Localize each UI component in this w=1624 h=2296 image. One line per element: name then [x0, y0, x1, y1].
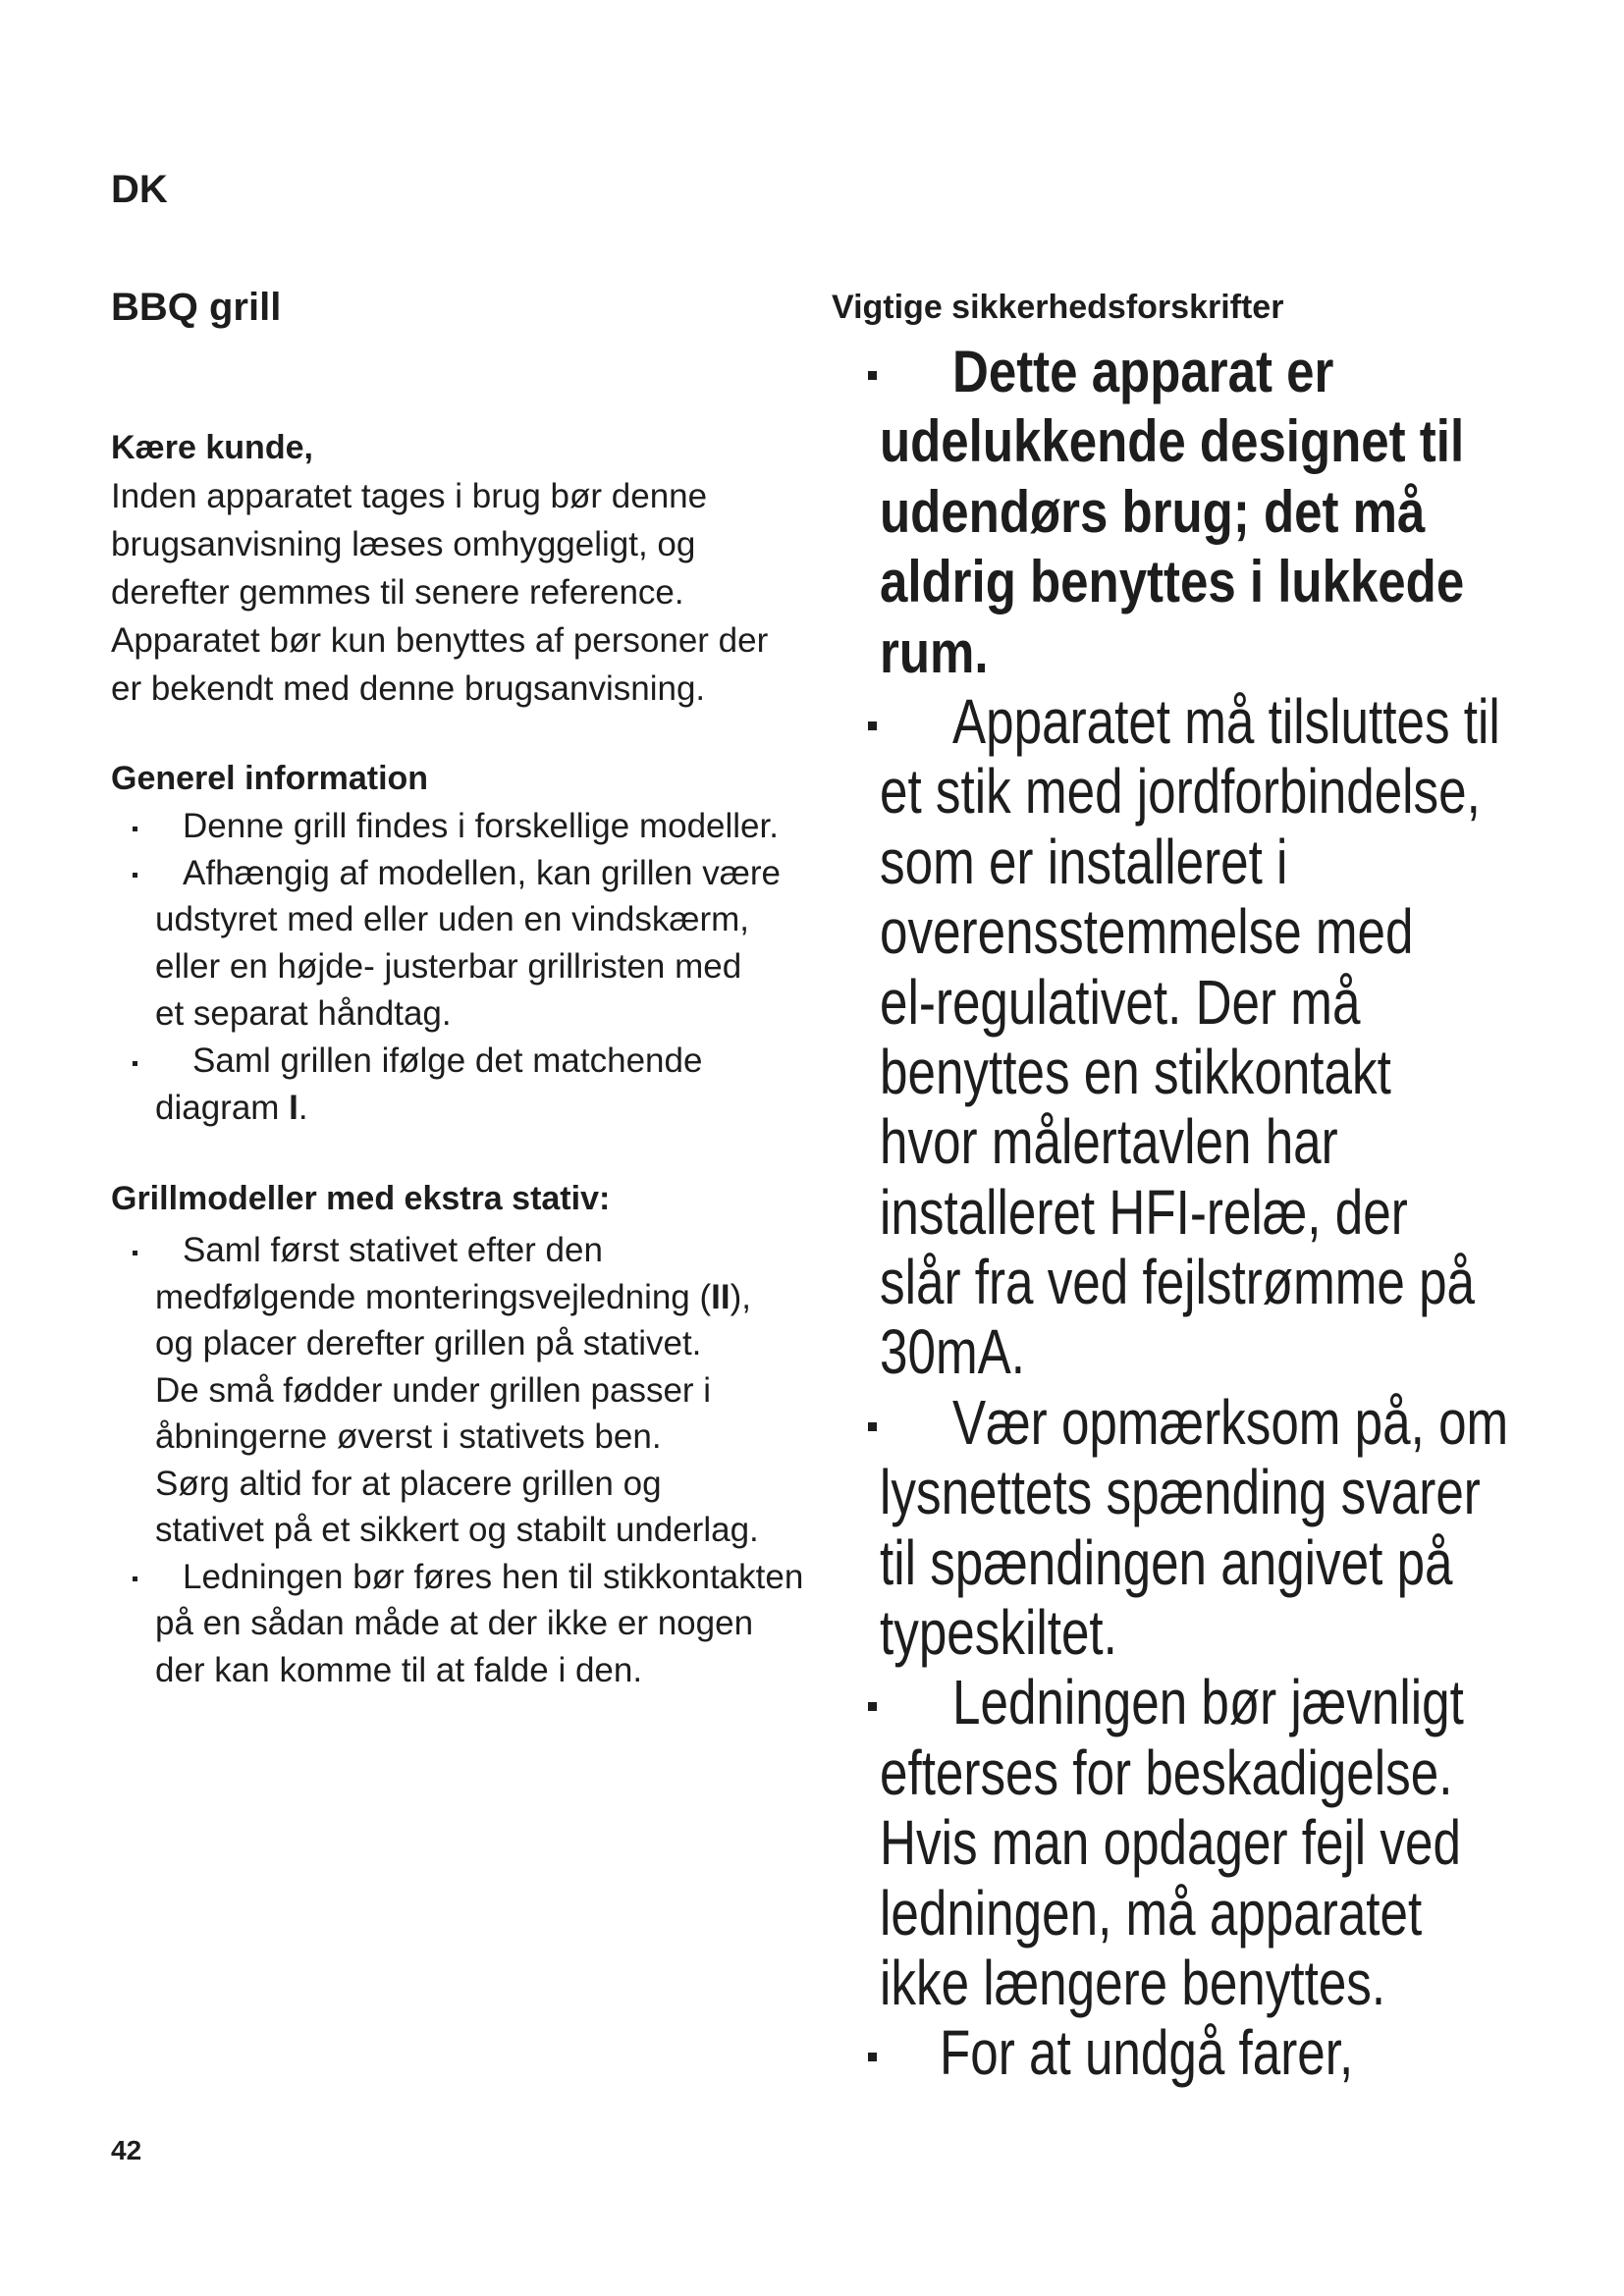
list-item-text: udelukkende designet til — [880, 408, 1465, 475]
list-item-text: ikke længere benyttes. — [880, 1947, 1386, 2018]
list-item-line — [832, 1808, 1578, 1878]
list-item-line — [832, 1879, 1578, 1949]
list-item-line — [832, 406, 1578, 476]
list-item-text: Vær opmærksom på, om — [952, 1386, 1509, 1458]
list-item-text: Saml grillen ifølge det matchende — [192, 1041, 703, 1080]
intro-line: derefter gemmes til senere reference. — [111, 573, 684, 612]
list-item — [832, 337, 1578, 406]
list-item-text: Ledningen bør jævnligt — [952, 1667, 1464, 1738]
intro-line: er bekendt med denne brugsanvisning. — [111, 669, 706, 708]
list-item-text: el-regulativet. Der må — [880, 966, 1361, 1038]
diagram-reference: II — [711, 1277, 731, 1316]
list-item-text: benyttes en stikkontakt — [880, 1036, 1391, 1107]
list-item — [832, 2018, 1578, 2088]
list-item-text: rum. — [880, 618, 989, 685]
list-item — [832, 1668, 1578, 1737]
list-item-text: udendørs brug; det må — [880, 478, 1426, 545]
text-segment: medfølgende monteringsvejledning ( — [155, 1277, 712, 1316]
list-item-line — [832, 1038, 1578, 1107]
text-segment: diagram — [155, 1088, 290, 1127]
list-item — [111, 1038, 798, 1085]
list-item-text: slår fra ved fejlstrømme på — [880, 1247, 1476, 1318]
list-item-text: typeskiltet. — [880, 1597, 1117, 1669]
bullet-icon — [133, 827, 137, 831]
list-item-line — [832, 1317, 1578, 1387]
list-item — [111, 1554, 804, 1601]
list-item — [111, 1227, 798, 1274]
list-item-text: som er installeret i — [880, 826, 1288, 897]
list-item — [111, 803, 798, 850]
diagram-reference: I — [289, 1088, 298, 1127]
list-item-line — [832, 757, 1578, 827]
section-heading: Grillmodeller med ekstra stativ: — [111, 1180, 611, 1217]
list-item-text — [111, 1085, 798, 1132]
list-item-line — [832, 828, 1578, 897]
list-item-text: efterses for beskadigelse. — [880, 1736, 1453, 1808]
list-item-text: For at undgå farer, — [940, 2017, 1354, 2089]
language-code: DK — [111, 168, 168, 211]
list-item-text: til spændingen angivet på — [880, 1526, 1453, 1598]
bullet-icon — [133, 1576, 137, 1581]
safety-heading: Vigtige sikkerhedsforskrifter — [832, 289, 1284, 326]
list-item-line — [832, 897, 1578, 967]
bullet-icon — [133, 1251, 137, 1255]
list-item-line — [832, 1949, 1578, 2018]
list-item-text: Dette apparat er — [952, 339, 1334, 404]
text-segment: . — [298, 1088, 308, 1127]
intro-section — [111, 424, 798, 713]
list-item-text: Apparatet må tilsluttes til — [952, 685, 1500, 757]
bullet-icon — [133, 1061, 137, 1066]
list-item-text: lysnettets spænding svarer — [880, 1457, 1481, 1528]
page-number: 42 — [111, 2135, 142, 2165]
list-item-text: stativet på et sikkert og stabilt underlag. — [155, 1511, 759, 1549]
intro-line: Apparatet bør kun benyttes af personer der — [111, 621, 769, 660]
bullet-icon — [868, 721, 877, 730]
list-item-text: overensstemmelse med — [880, 896, 1414, 968]
list-item — [832, 687, 1578, 757]
list-item-text: og placer derefter grillen på stativet. — [155, 1324, 702, 1362]
list-item-line — [832, 1248, 1578, 1317]
bullet-icon — [868, 1422, 877, 1431]
list-item-text: Denne grill findes i forskellige modeller. — [183, 806, 779, 845]
list-item-line — [832, 1528, 1578, 1598]
list-item-text: ledningen, må apparatet — [880, 1877, 1423, 1949]
list-item-line — [832, 1598, 1578, 1668]
safety-list — [832, 337, 1578, 2089]
list-item-text: 30mA. — [880, 1316, 1025, 1388]
stand-models-section — [111, 1227, 804, 1693]
list-item-text: De små fødder under grillen passer i — [155, 1370, 712, 1410]
section-heading: Generel information — [111, 760, 429, 797]
text-segment: ), — [730, 1277, 751, 1316]
list-item — [832, 1388, 1578, 1458]
bullet-icon — [133, 873, 137, 878]
list-item-text: åbningerne øverst i stativets ben. — [155, 1417, 662, 1456]
list-item-line — [832, 1107, 1578, 1177]
list-item-text: på en sådan måde at der ikke er nogen — [155, 1604, 754, 1642]
list-item-text: hvor målertavlen har — [880, 1106, 1338, 1178]
list-item-text: Ledningen bør føres hen til stikkontakten — [183, 1557, 804, 1596]
list-item-text: et stik med jordforbindelse, — [880, 756, 1481, 828]
intro-line: Inden apparatet tages i brug bør denne — [111, 477, 708, 515]
list-item — [111, 850, 798, 897]
list-item-text: Sørg altid for at placere grillen og — [155, 1464, 662, 1503]
list-item-text: Hvis man opdager fejl ved — [880, 1807, 1461, 1879]
list-item-text: der kan komme til at falde i den. — [155, 1650, 643, 1689]
list-item-text: Saml først stativet efter den — [183, 1231, 603, 1269]
general-information-section — [111, 756, 798, 1131]
intro-line: brugsanvisning læses omhyggeligt, og — [111, 525, 696, 563]
page-title: BBQ grill — [111, 286, 282, 329]
list-item-text: installeret HFI-relæ, der — [880, 1176, 1408, 1248]
list-item-text: udstyret med eller uden en vindskærm, — [155, 900, 749, 939]
list-item-line — [832, 1458, 1578, 1527]
list-item-text — [111, 1274, 798, 1321]
list-item-line — [832, 617, 1578, 687]
list-item-line — [832, 1738, 1578, 1808]
intro-heading: Kære kunde, — [111, 429, 313, 466]
bullet-icon — [868, 1702, 877, 1711]
list-item-text: aldrig benyttes i lukkede — [880, 549, 1465, 615]
bullet-icon — [868, 2053, 877, 2061]
bullet-icon — [868, 371, 877, 380]
list-item-line — [832, 1178, 1578, 1248]
list-item-line — [832, 968, 1578, 1038]
list-item-text: et separat håndtag. — [155, 993, 452, 1033]
list-item-text: eller en højde- justerbar grillristen med — [155, 947, 742, 987]
list-item-text: Afhængig af modellen, kan grillen være — [183, 853, 781, 892]
list-item-line — [832, 477, 1578, 547]
list-item-line — [832, 547, 1578, 616]
